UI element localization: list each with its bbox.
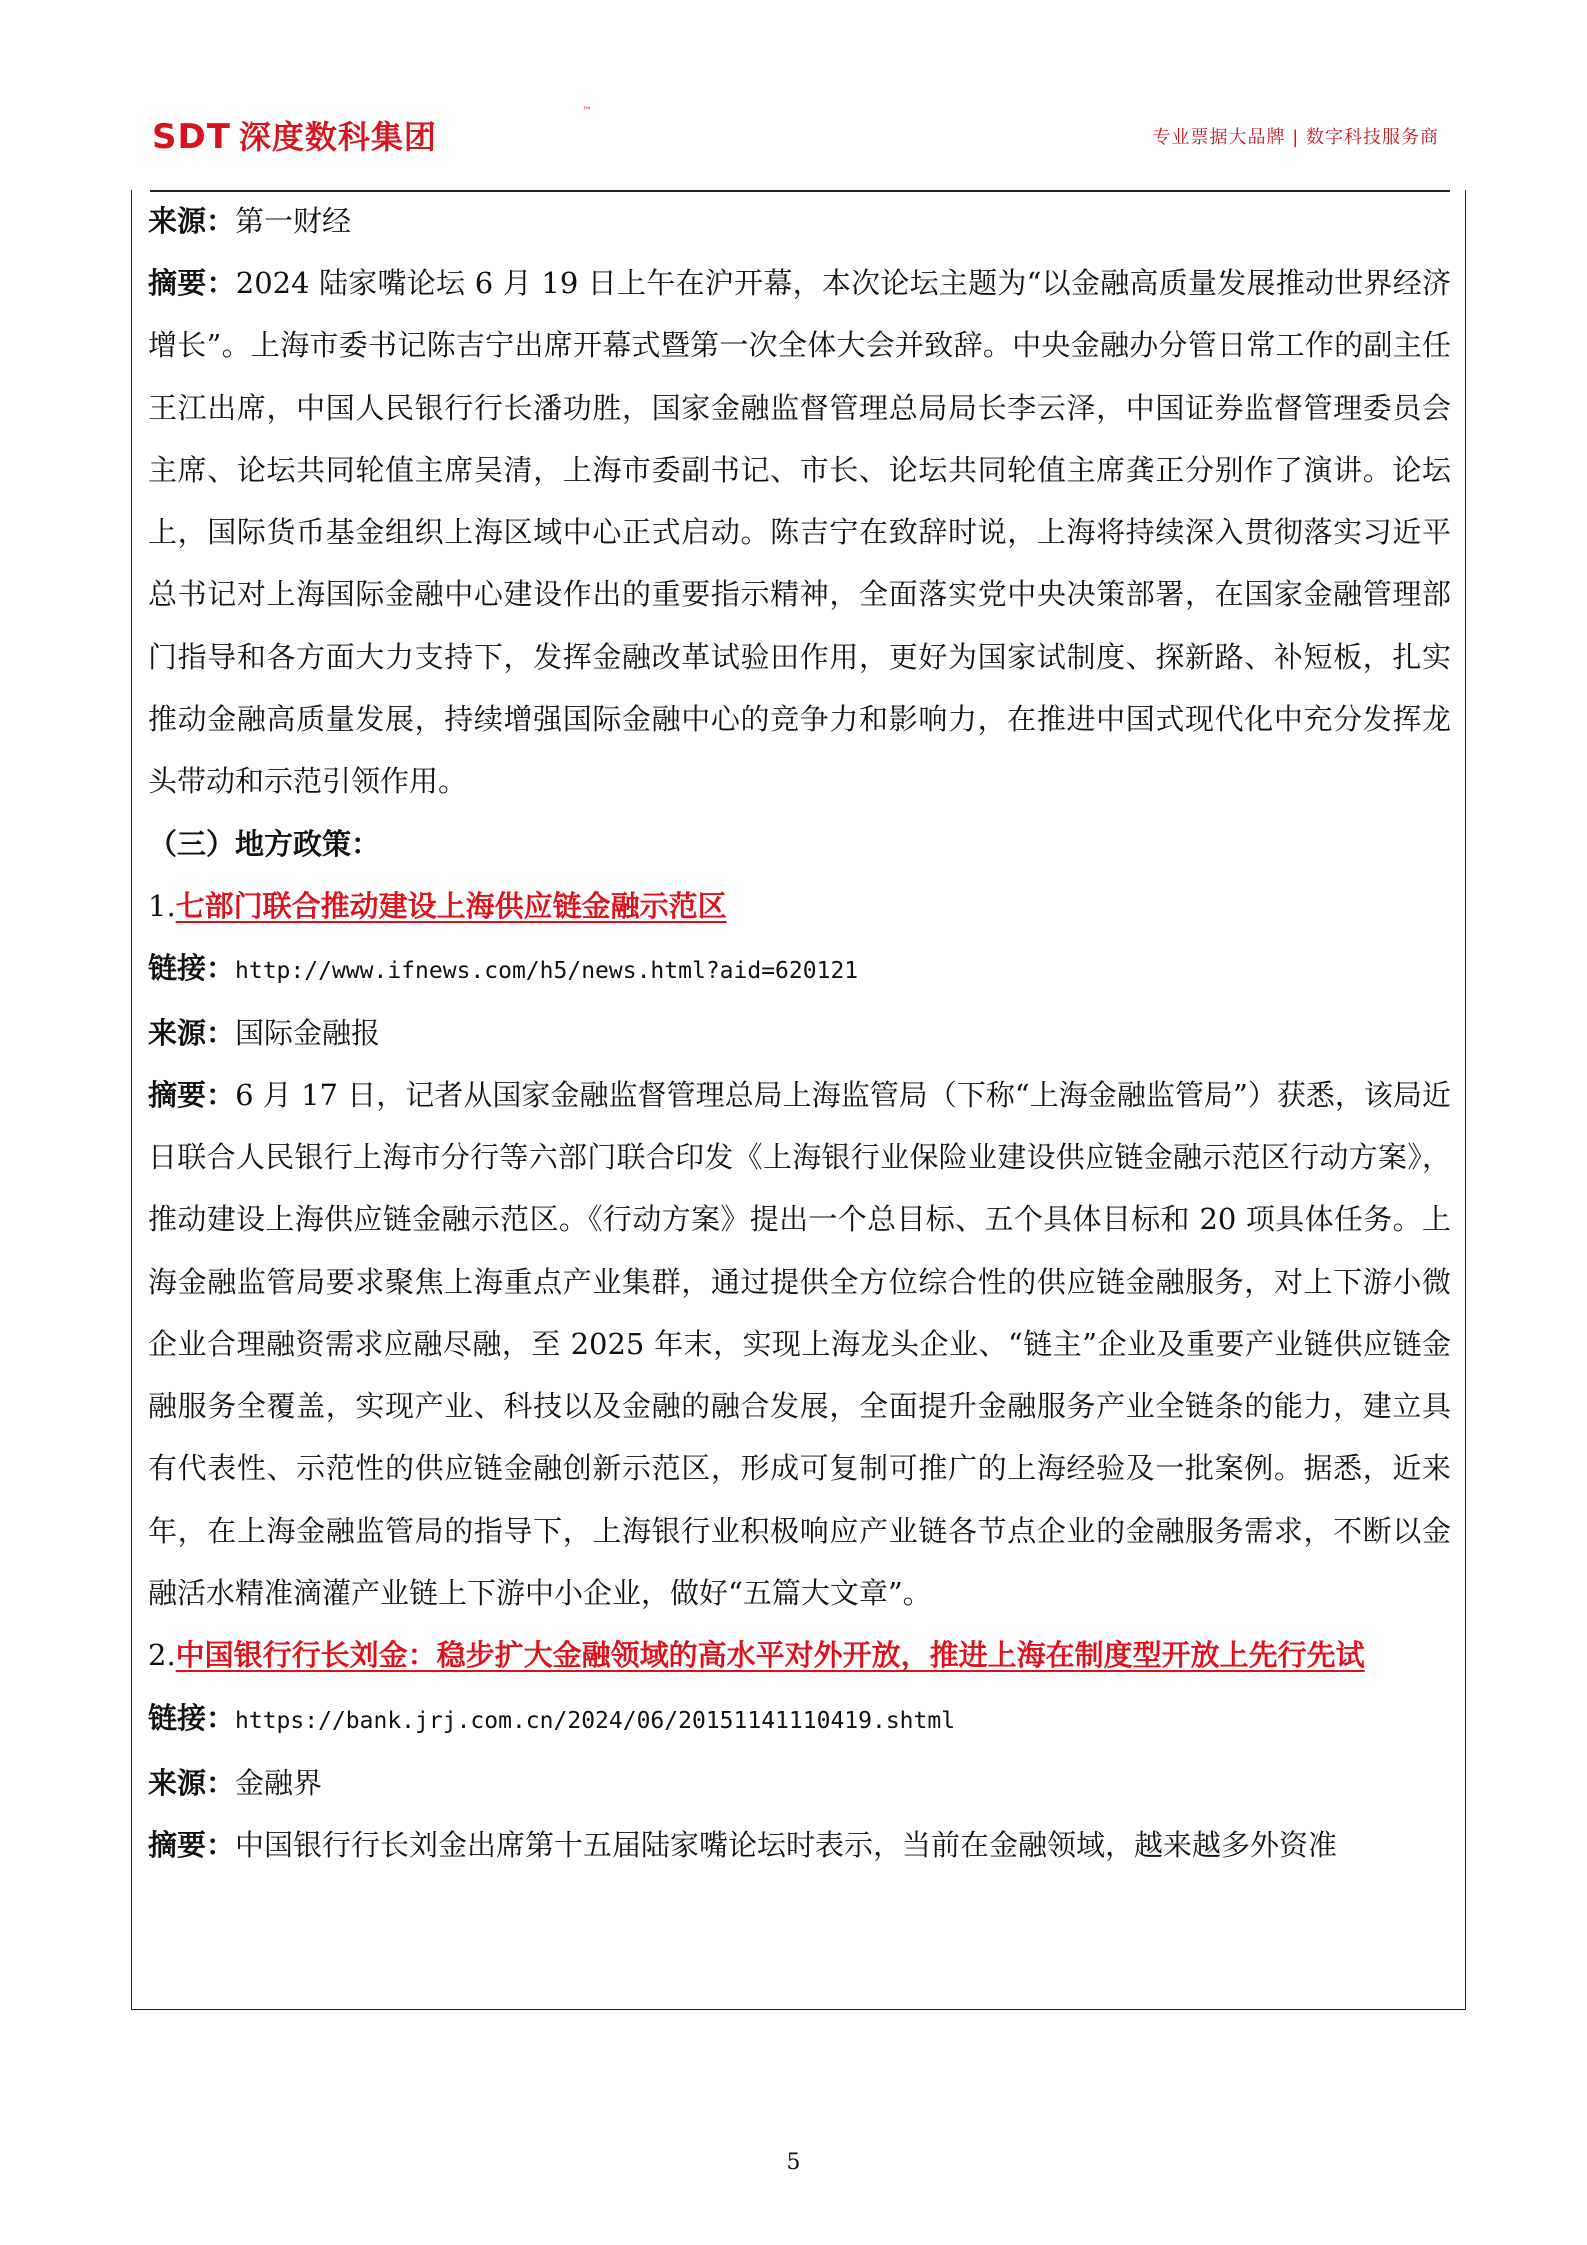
content-area [148, 190, 1451, 1876]
page-header [0, 0, 1587, 190]
entry2-summary-paragraph [148, 1814, 1451, 1876]
entry1-url[interactable]: http://www.ifnews.com/h5/news.html?aid=620121 [235, 957, 859, 984]
entry2-source: 金融界 [235, 1765, 323, 1800]
summary-label: 摘要： [148, 1077, 236, 1112]
entry2-title-line [148, 1624, 1451, 1686]
logo-chinese-text: 深度数科集团 [238, 118, 437, 156]
source-label: 来源： [148, 1765, 236, 1800]
company-logo [152, 106, 592, 157]
entry1-summary-paragraph [148, 1064, 1451, 1625]
entry1-title-link[interactable]: 七部门联合推动建设上海供应链金融示范区 [175, 888, 727, 923]
entry0-summary-paragraph [148, 252, 1451, 813]
entry2-title-link[interactable]: 中国银行行长刘金：稳步扩大金融领域的高水平对外开放，推进上海在制度型开放上先行先试 [175, 1638, 1365, 1673]
entry2-summary: 中国银行行长刘金出席第十五届陆家嘴论坛时表示，当前在金融领域，越来越多外资准 [235, 1827, 1338, 1862]
entry0-source: 第一财经 [235, 204, 352, 238]
entry2-source-line [148, 1752, 1451, 1814]
summary-label: 摘要： [148, 266, 236, 300]
entry1-source-line [148, 1002, 1451, 1064]
header-tagline: 专业票据大品牌 | 数字科技服务商 [1152, 127, 1439, 148]
summary-label: 摘要： [148, 1827, 236, 1862]
section-title: （三）地方政策： [148, 826, 381, 861]
source-label: 来源： [148, 204, 236, 238]
entry1-number: 1. [148, 888, 176, 923]
entry2-number: 2. [148, 1638, 176, 1673]
source-label: 来源： [148, 1015, 236, 1050]
entry0-source-line [148, 190, 1451, 252]
entry2-link-line [148, 1687, 1451, 1752]
logo-sdt-text: SDT [152, 117, 231, 157]
page-number: 5 [786, 2150, 801, 2175]
entry1-summary: 6 月 17 日，记者从国家金融监督管理总局上海监管局（下称“上海金融监管局”）获悉，该局近日联合人民银行上海市分行等六部门联合印发《上海银行业保险业建设供应链金融示范区行动方案》，推动建设上海供应链金融示范区。《行动方案》提出一个总目标、五个具体目标和 20 项具体任务。上海金融监管局要求聚焦上海重点产业集群，通过提供全方位综合性的供应链金融服务，对上下游小微企业合理融资需求应融尽融，至 2025 年末，实现上海龙头企业、“链主”企业及重要产业链供应链金融服务全覆盖，实现产业、科技以及金融的融合发展，全面提升金融服务产业全链条的能力，建立具有代表性、示范性的供应链金融创新示范区，形成可复制可推广的上海经验及一批案例。据悉，近来年，在上海金融监管局的指导下，上海银行业积极响应产业链各节点企业的金融服务需求，不断以金融活水精准滴灌产业链上下游中小企业，做好“五篇大文章”。 [148, 1077, 1451, 1611]
entry1-source: 国际金融报 [235, 1015, 381, 1050]
entry1-link-line [148, 937, 1451, 1002]
entry2-url[interactable]: https://bank.jrj.com.cn/2024/06/20151141110419.shtml [235, 1707, 956, 1734]
entry0-summary: 2024 陆家嘴论坛 6 月 19 日上午在沪开幕，本次论坛主题为“以金融高质量发展推动世界经济增长”。上海市委书记陈吉宁出席开幕式暨第一次全体大会并致辞。中央金融办分管日常工作的副主任王江出席，中国人民银行行长潘功胜，国家金融监督管理总局局长李云泽，中国证券监督管理委员会主席、论坛共同轮值主席吴清，上海市委副书记、市长、论坛共同轮值主席龚正分别作了演讲。论坛上，国际货币基金组织上海区域中心正式启动。陈吉宁在致辞时说，上海将持续深入贯彻落实习近平总书记对上海国际金融中心建设作出的重要指示精神，全面落实党中央决策部署，在国家金融管理部门指导和各方面大力支持下，发挥金融改革试验田作用，更好为国家试制度、探新路、补短板，扎实推动金融高质量发展，持续增强国际金融中心的竞争力和影响力，在推进中国式现代化中充分发挥龙头带动和示范引领作用。 [148, 266, 1451, 799]
link-label: 链接： [148, 1700, 236, 1735]
trademark-mark: ™ [582, 106, 592, 117]
entry1-title-line [148, 875, 1451, 937]
link-label: 链接： [148, 950, 236, 985]
